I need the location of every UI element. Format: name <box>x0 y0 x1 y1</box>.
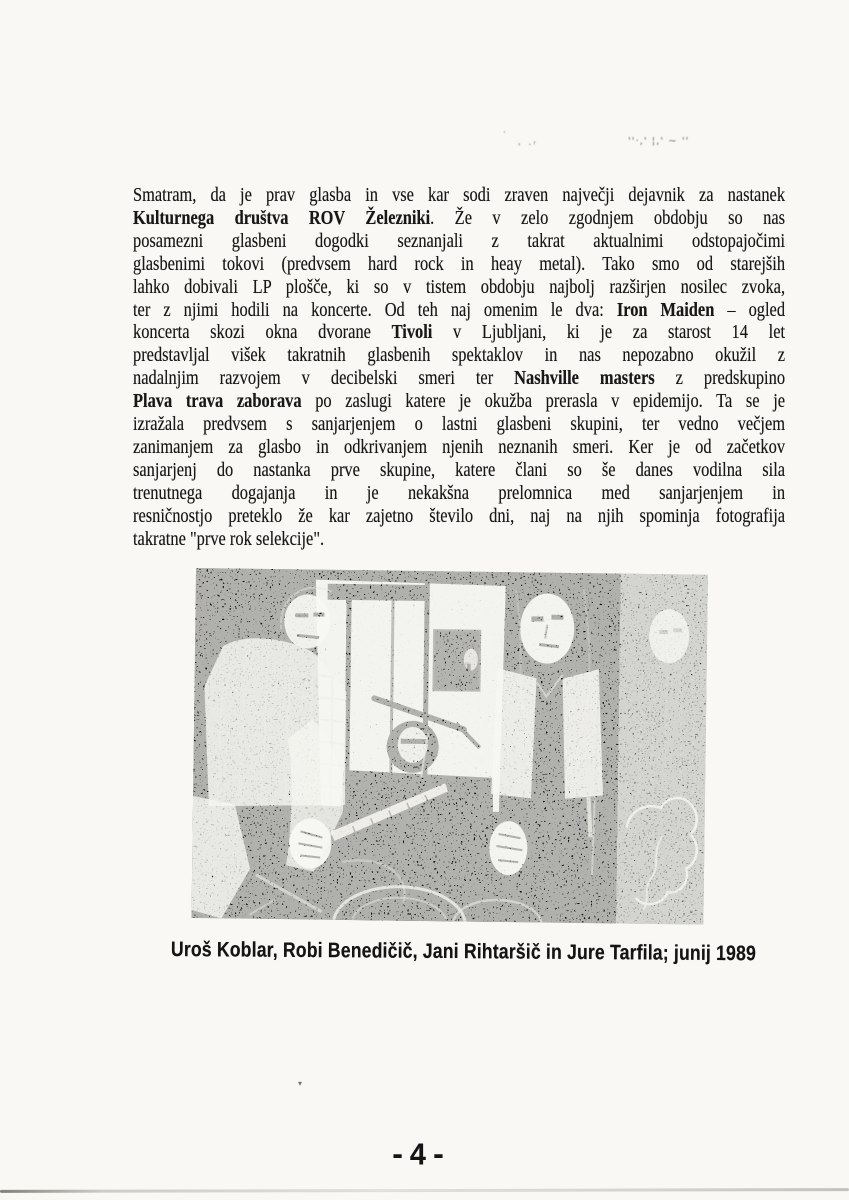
text-line: predstavljal višek takratnih glasbenih spektaklov in nas nepozabno okužil z <box>133 344 786 367</box>
text-line: zanimanjem za glasbo in odkrivanjem njenih neznanih smeri. Ker je od začetkov <box>133 435 786 458</box>
scan-edge-line <box>0 1188 849 1193</box>
text-line: posamezni glasbeni dogodki seznanjali z takrat aktualnimi odstopajočimi <box>133 229 786 252</box>
band-photo <box>191 568 708 925</box>
scan-smudge: · <box>503 128 506 138</box>
text-line: ter z njimi hodili na koncerte. Od teh naj omenim le dva: Iron Maiden – ogled <box>133 298 786 321</box>
scan-smudge: ''·,' ¦,' ~ '' <box>628 136 690 147</box>
text-line: trenutnega dogajanja in je nekakšna prelomnica med sanjarjenjem in <box>133 481 786 504</box>
text-line: koncerta skozi okna dvorane Tivoli v Ljubljani, ki je za starost 14 let <box>133 321 786 344</box>
text-line: sanjarjenj do nastanka prve skupine, katere člani so še danes vodilna sila <box>133 458 786 481</box>
band-photo-figure <box>191 568 708 925</box>
text-line: Plava trava zaborava po zaslugi katere je okužba prerasla v epidemijo. Ta se je <box>133 390 786 413</box>
text-line: Smatram, da je prav glasba in vse kar sodi zraven največji dejavnik za nastanek <box>133 184 786 206</box>
text-line: nadalnjim razvojem v decibelski smeri ter Nashville masters z predskupino <box>133 367 786 390</box>
scan-smudge: ˒ ·ʳ <box>518 140 539 151</box>
text-line: glasbenimi tokovi (predvsem hard rock in heay metal). Tako smo od starejših <box>133 252 786 275</box>
text-line: Kulturnega društva ROV Železniki. Že v zelo zgodnjem obdobju so nas <box>133 206 786 229</box>
text-line: izražala predvsem s sanjarjenjem o lastni glasbeni skupini, ter vedno večjem <box>133 413 786 436</box>
photo-caption: Uroš Koblar, Robi Benedičič, Jani Rihtaršič in Jure Tarfila; junij 1989 <box>170 938 757 966</box>
stray-speck: ▾ <box>298 1079 303 1088</box>
text-line: resničnostjo preteklo že kar zajetno število dni, naj na njih spominja fotografija <box>133 504 786 527</box>
text-line: takratne "prve rok selekcije". <box>133 527 325 550</box>
body-paragraph <box>133 184 785 551</box>
page-number: -4- <box>388 1138 451 1175</box>
text-line: lahko dobivali LP plošče, ki so v tistem obdobju najbolj razširjen nosilec zvoka, <box>133 275 786 298</box>
